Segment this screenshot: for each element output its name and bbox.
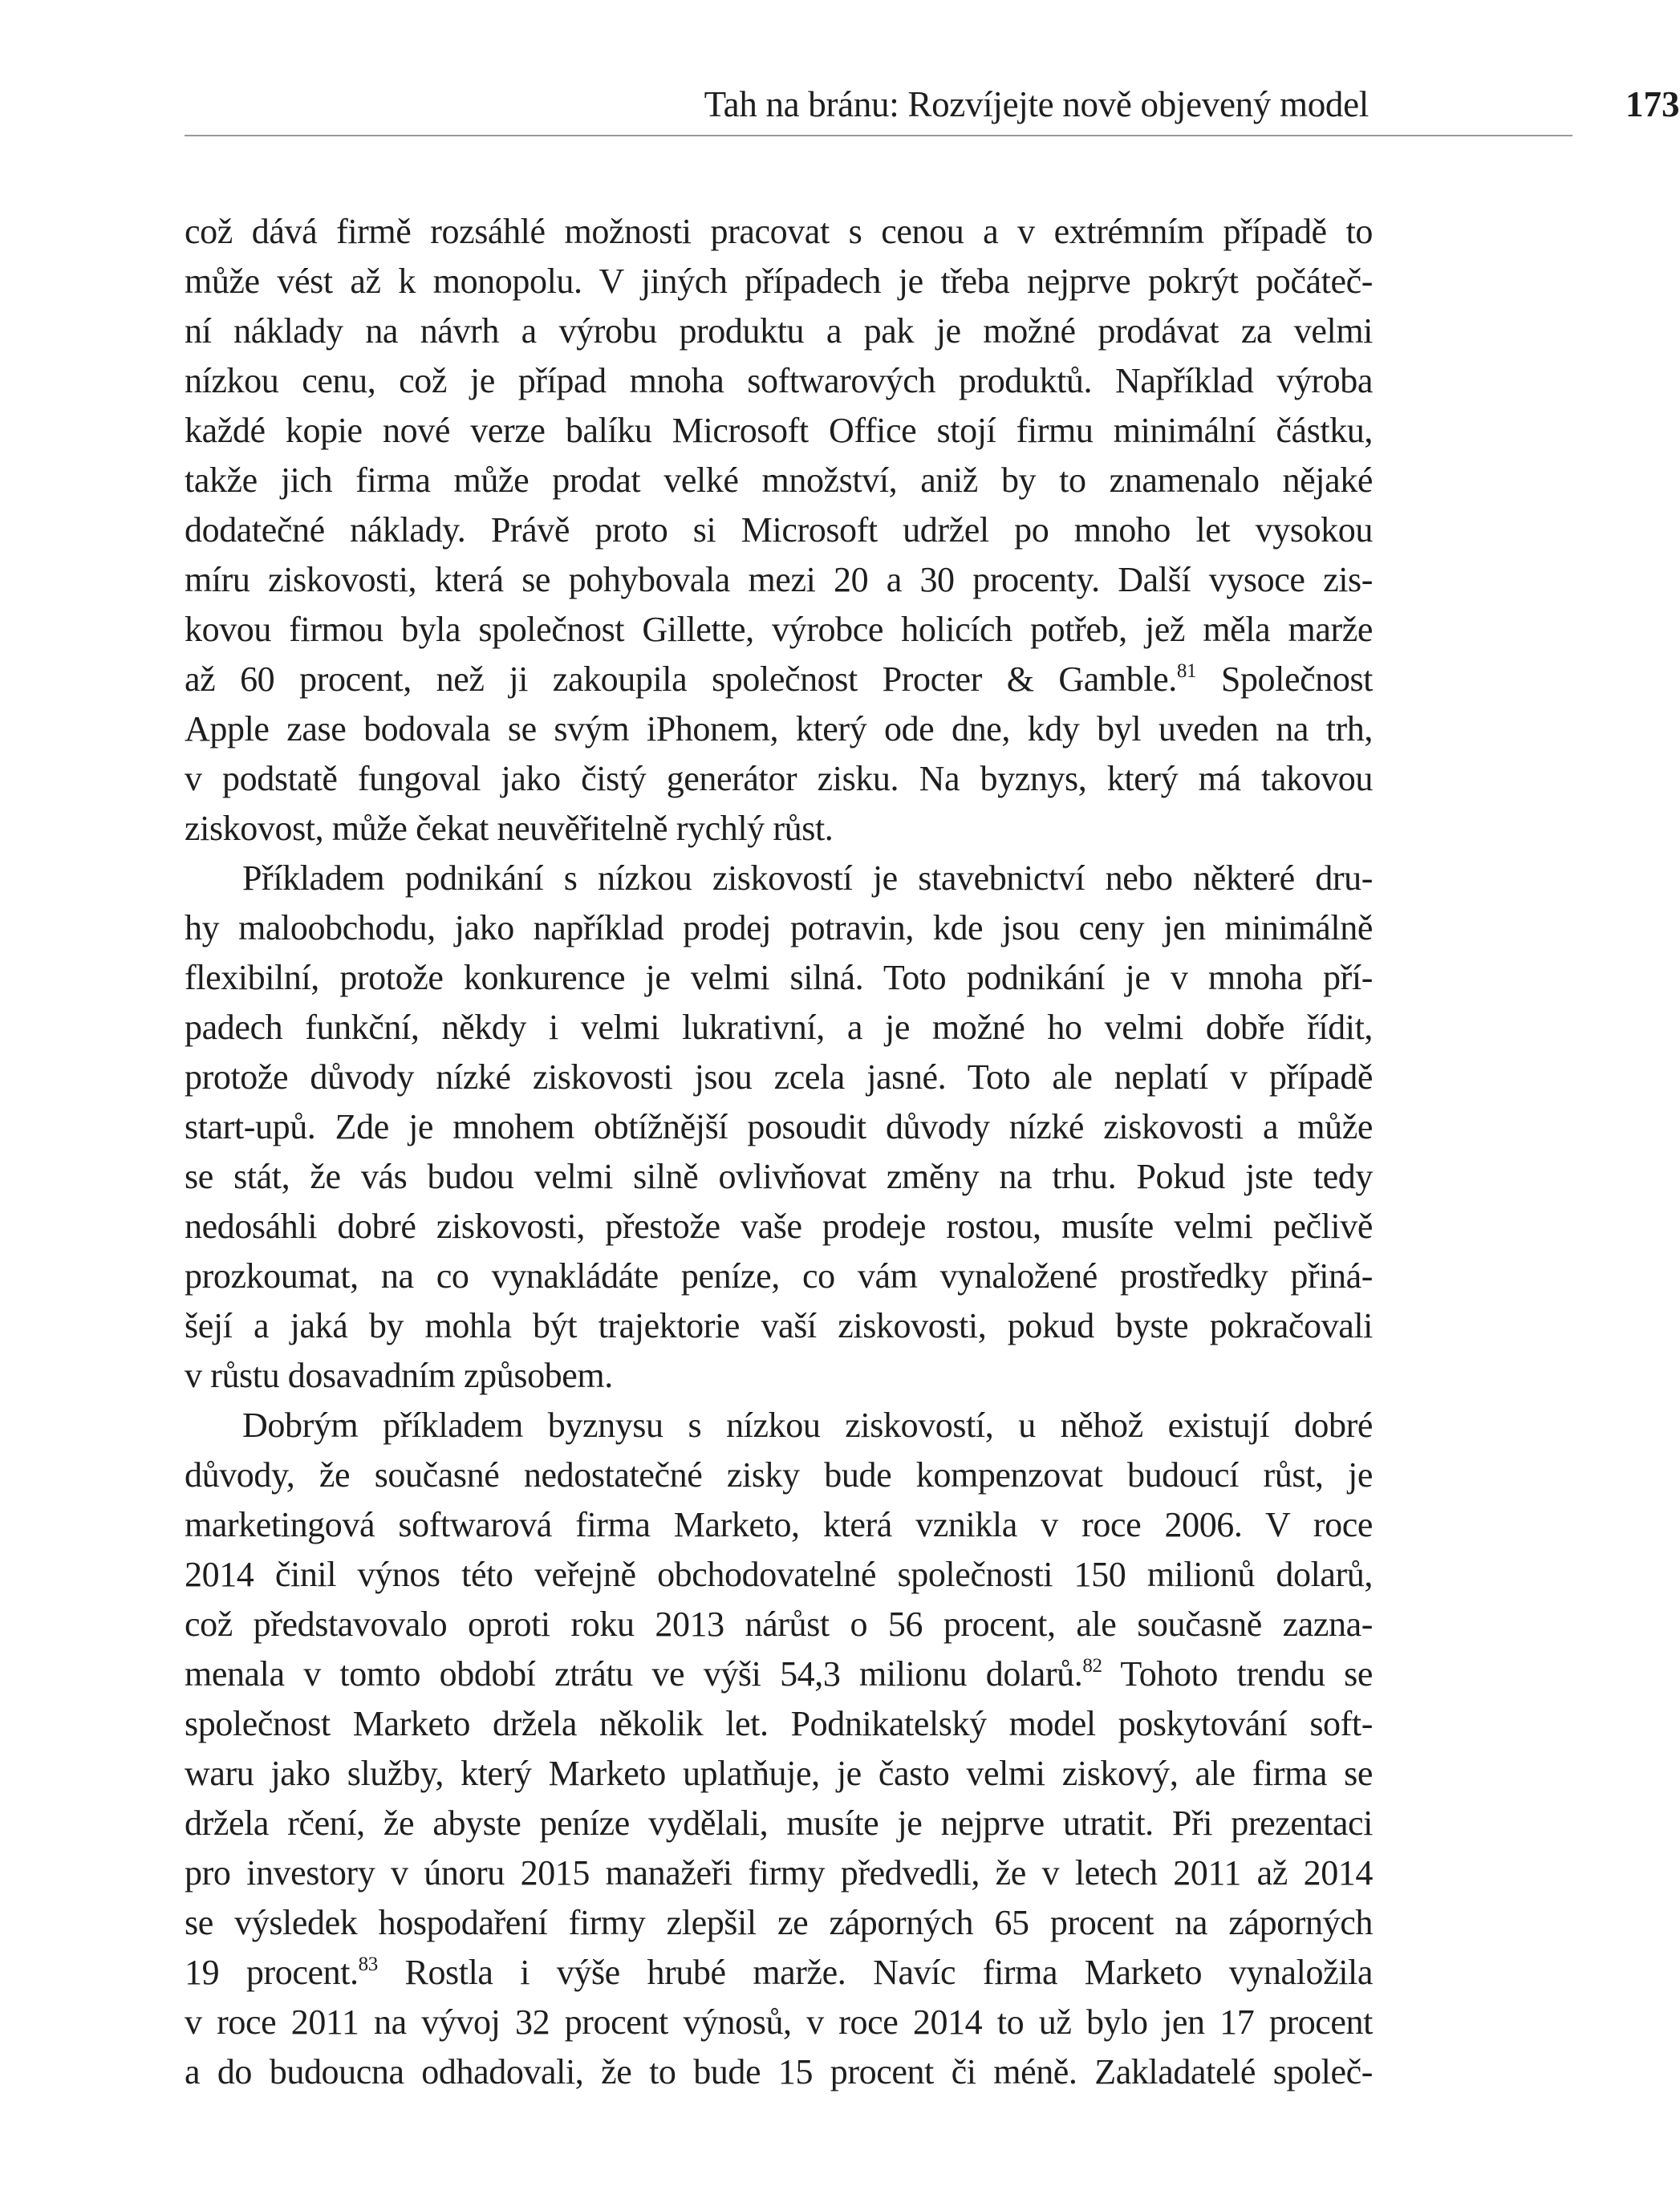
text-line: [185, 1450, 1373, 1500]
text-line: [185, 1401, 1373, 1450]
line-text: protože důvody nízké ziskovosti jsou zcela jasné. Toto ale neplatí v případě: [185, 1057, 1373, 1097]
footnote-reference[interactable]: 83: [358, 1953, 378, 1975]
line-text: menala v tomto období ztrátu ve výši 54,3 milionu dolarů.: [185, 1654, 1083, 1694]
text-line: [185, 1003, 1373, 1053]
line-text: Společnost: [1196, 659, 1373, 699]
body-text: [185, 207, 1373, 2097]
text-line: [185, 505, 1373, 555]
line-text: Rostla i výše hrubé marže. Navíc firma Marketo vynaložila: [377, 1953, 1373, 1992]
line-text: ní náklady na návrh a výrobu produktu a pak je možné prodávat za velmi: [185, 311, 1373, 351]
text-line: [185, 1500, 1373, 1550]
line-text: míru ziskovosti, která se pohybovala mezi 20 a 30 procenty. Další vysoce zis-: [185, 560, 1373, 599]
line-text: každé kopie nové verze balíku Microsoft Office stojí firmu minimální částku,: [185, 411, 1373, 450]
line-text: Příkladem podnikání s nízkou ziskovostí je stavebnictví nebo některé dru-: [242, 858, 1373, 898]
text-line: [185, 306, 1373, 356]
line-text: v růstu dosavadním způsobem.: [185, 1356, 613, 1395]
line-text: šejí a jaká by mohla být trajektorie vaší ziskovosti, pokud byste pokračovali: [185, 1306, 1373, 1345]
text-line: [185, 1202, 1373, 1252]
text-line: [185, 1600, 1373, 1649]
text-line: [185, 1749, 1373, 1799]
text-line: [185, 1898, 1373, 1948]
line-text: flexibilní, protože konkurence je velmi silná. Toto podnikání je v mnoha pří-: [185, 958, 1373, 997]
line-text: takže jich firma může prodat velké množství, aniž by to znamenalo nějaké: [185, 460, 1373, 500]
line-text: start-upů. Zde je mnohem obtížnější posoudit důvody nízké ziskovosti a může: [185, 1107, 1373, 1146]
text-line: [185, 754, 1373, 804]
line-text: důvody, že současné nedostatečné zisky bude kompenzovat budoucí růst, je: [185, 1455, 1373, 1495]
text-line: [185, 1998, 1373, 2047]
line-text: waru jako služby, který Marketo uplatňuje, je často velmi ziskový, ale firma se: [185, 1754, 1373, 1793]
text-line: [185, 1649, 1373, 1699]
text-line: [185, 2047, 1373, 2097]
line-text: v podstatě fungoval jako čistý generátor zisku. Na byznys, který má takovou: [185, 759, 1373, 798]
line-text: Dobrým příkladem byznysu s nízkou ziskovostí, u něhož existují dobré: [242, 1406, 1373, 1445]
line-text: pro investory v únoru 2015 manažeři firmy předvedli, že v letech 2011 až 2014: [185, 1853, 1373, 1893]
line-text: nedosáhli dobré ziskovosti, přestože vaše prodeje rostou, musíte velmi pečlivě: [185, 1207, 1373, 1246]
text-line: [185, 1252, 1373, 1301]
text-line: [185, 1799, 1373, 1848]
text-line: [185, 207, 1373, 257]
text-line: [185, 854, 1373, 903]
running-header: [185, 79, 1680, 136]
text-line: [185, 257, 1373, 306]
text-line: [185, 1948, 1373, 1998]
text-line: [185, 406, 1373, 456]
line-text: hy maloobchodu, jako například prodej potravin, kde jsou ceny jen minimálně: [185, 908, 1373, 947]
text-line: [185, 356, 1373, 406]
line-text: což představovalo oproti roku 2013 nárůst o 56 procent, ale současně zazna-: [185, 1605, 1373, 1644]
text-line: [185, 903, 1373, 953]
line-text: Tohoto trendu se: [1102, 1654, 1373, 1694]
line-text: ziskovost, může čekat neuvěřitelně rychlý růst.: [185, 809, 834, 848]
line-text: nízkou cenu, což je případ mnoha softwarových produktů. Například výroba: [185, 361, 1373, 400]
line-text: držela rčení, že abyste peníze vydělali, musíte je nejprve utratit. Při prezentaci: [185, 1803, 1373, 1843]
line-text: a do budoucna odhadovali, že to bude 15 procent či méně. Zakladatelé společ-: [185, 2052, 1373, 2091]
line-text: až 60 procent, než ji zakoupila společnost Procter & Gamble.: [185, 659, 1177, 699]
line-text: dodatečné náklady. Právě proto si Microsoft udržel po mnoho let vysokou: [185, 510, 1373, 550]
text-line: [185, 655, 1373, 704]
line-text: Apple zase bodovala se svým iPhonem, který ode dne, kdy byl uveden na trh,: [185, 709, 1373, 749]
text-line: [185, 1053, 1373, 1102]
text-line: [185, 953, 1373, 1003]
line-text: 2014 činil výnos této veřejně obchodovatelné společnosti 150 milionů dolarů,: [185, 1555, 1373, 1594]
text-line: [185, 704, 1373, 754]
text-line: [185, 1102, 1373, 1152]
text-line: [185, 1699, 1373, 1749]
line-text: společnost Marketo držela několik let. Podnikatelský model poskytování soft-: [185, 1704, 1373, 1743]
text-line: [185, 1550, 1373, 1600]
line-text: kovou firmou byla společnost Gillette, výrobce holicích potřeb, jež měla marže: [185, 610, 1373, 649]
line-text: padech funkční, někdy i velmi lukrativní, a je možné ho velmi dobře řídit,: [185, 1008, 1373, 1047]
text-line: [185, 1152, 1373, 1202]
text-line: [185, 555, 1373, 605]
footnote-reference[interactable]: 82: [1082, 1655, 1102, 1677]
text-line: [185, 804, 1373, 854]
line-text: marketingová softwarová firma Marketo, která vznikla v roce 2006. V roce: [185, 1505, 1373, 1544]
running-title: Tah na bránu: Rozvíjejte nově objevený model: [704, 84, 1369, 124]
line-text: prozkoumat, na co vynakládáte peníze, co vám vynaložené prostředky přiná-: [185, 1256, 1373, 1296]
line-text: může vést až k monopolu. V jiných případech je třeba nejprve pokrýt počáteč-: [185, 262, 1373, 301]
text-line: [185, 1848, 1373, 1898]
line-text: 19 procent.: [185, 1953, 359, 1992]
line-text: se výsledek hospodaření firmy zlepšil ze záporných 65 procent na záporných: [185, 1903, 1373, 1942]
text-line: [185, 1351, 1373, 1401]
text-line: [185, 605, 1373, 655]
page-number: 173: [1625, 84, 1680, 124]
line-text: se stát, že vás budou velmi silně ovlivňovat změny na trhu. Pokud jste tedy: [185, 1157, 1373, 1196]
text-line: [185, 1301, 1373, 1351]
line-text: což dává firmě rozsáhlé možnosti pracovat s cenou a v extrémním případě to: [185, 212, 1373, 251]
footnote-reference[interactable]: 81: [1176, 660, 1197, 682]
text-line: [185, 456, 1373, 505]
line-text: v roce 2011 na vývoj 32 procent výnosů, v roce 2014 to už bylo jen 17 procent: [185, 2002, 1373, 2042]
